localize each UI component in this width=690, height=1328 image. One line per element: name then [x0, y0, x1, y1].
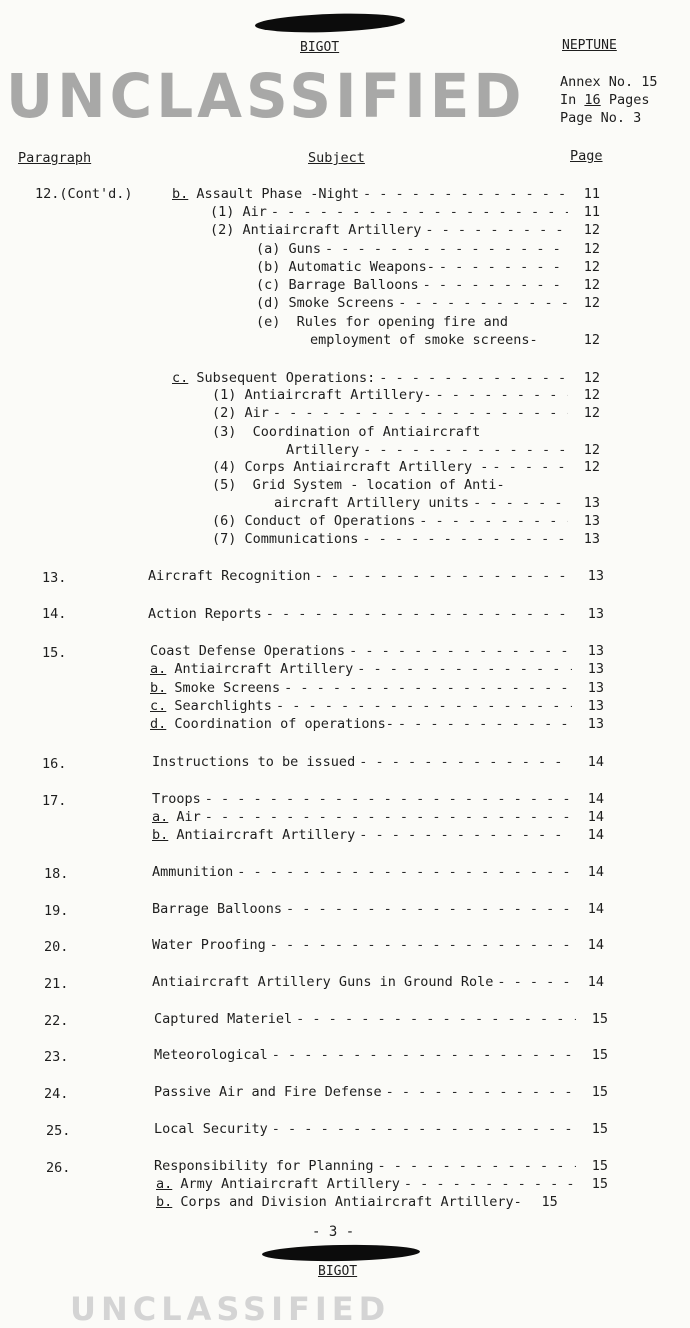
entry-title: Antiaircraft Artillery- — [244, 387, 432, 403]
toc-entry-line1 — [212, 424, 480, 440]
toc-entry — [154, 1158, 608, 1174]
entry-page: 12 — [583, 259, 600, 275]
entry-title: Grid System - location of Anti- — [252, 477, 505, 493]
toc-entry — [212, 387, 600, 403]
column-page: Page — [570, 148, 603, 164]
entry-title: Instructions to be issued — [152, 754, 356, 770]
entry-title: Searchlights — [174, 698, 272, 714]
entry-label: (2) — [212, 405, 237, 421]
entry-title: Corps Antiaircraft Artillery - — [244, 459, 489, 475]
entry-title: Water Proofing — [152, 937, 266, 953]
toc-entry — [212, 459, 600, 475]
toc-entry — [154, 1011, 608, 1027]
leader-dots — [359, 754, 572, 770]
entry-title: Guns — [288, 241, 322, 257]
entry-title: Ammunition — [152, 864, 234, 880]
leader-dots — [205, 791, 572, 807]
entry-title-cont: Artillery — [286, 442, 360, 458]
leader-dots — [386, 1084, 576, 1100]
paragraph-number: 25. — [46, 1123, 71, 1139]
toc-entry — [150, 698, 604, 714]
pages-prefix: In — [560, 92, 577, 108]
entry-title: Air — [244, 405, 269, 421]
entry-page: 13 — [583, 495, 600, 511]
entry-label: (d) — [256, 295, 281, 311]
entry-letter: b. — [152, 827, 169, 843]
entry-title: Captured Materiel — [154, 1011, 293, 1027]
toc-entry — [156, 1176, 608, 1192]
toc-entry — [150, 716, 604, 732]
entry-letter: a. — [150, 661, 167, 677]
leader-dots — [205, 809, 572, 825]
entry-label: (1) — [210, 204, 235, 220]
entry-label: (1) — [212, 387, 237, 403]
entry-title: Smoke Screens — [288, 295, 395, 311]
entry-page: 15 — [591, 1121, 608, 1137]
entry-title: Coordination of operations- — [174, 716, 394, 732]
toc-entry — [148, 606, 604, 622]
entry-page: 12 — [583, 442, 600, 458]
header-bigot: BIGOT — [300, 40, 340, 55]
toc-entry — [152, 901, 604, 917]
toc-entry — [150, 643, 604, 659]
toc-entry — [156, 1194, 608, 1210]
entry-title-cont: employment of smoke screens- — [310, 332, 538, 348]
toc-entry — [210, 222, 600, 238]
entry-title: Corps and Division Antiaircraft Artillery- — [180, 1194, 522, 1210]
page-number-header: Page No. 3 — [560, 110, 642, 126]
paragraph-number: 26. — [46, 1160, 71, 1176]
entry-page: 15 — [541, 1194, 558, 1210]
entry-page: 12 — [583, 295, 600, 311]
entry-title: Aircraft Recognition — [148, 568, 311, 584]
entry-title: Antiaircraft Artillery — [176, 827, 356, 843]
toc-entry — [212, 531, 600, 547]
entry-page: 13 — [587, 680, 604, 696]
entry-letter: c. — [150, 698, 167, 714]
leader-dots — [404, 1176, 576, 1192]
leader-dots — [398, 716, 572, 732]
paragraph-number: 18. — [44, 866, 69, 882]
entry-label: (2) — [210, 222, 235, 238]
entry-label: (5) — [212, 477, 237, 493]
leader-dots — [276, 698, 572, 714]
toc-entry — [212, 405, 600, 421]
leader-dots — [379, 370, 568, 386]
paragraph-number: 19. — [44, 903, 69, 919]
entry-title: Meteorological — [154, 1047, 268, 1063]
toc-entry — [256, 295, 600, 311]
entry-letter: d. — [150, 716, 167, 732]
entry-page: 12 — [583, 370, 600, 386]
entry-page: 12 — [583, 222, 600, 238]
leader-dots — [425, 222, 568, 238]
paragraph-number: 21. — [44, 976, 69, 992]
paragraph-number: 22. — [44, 1013, 69, 1029]
entry-title: Air — [242, 204, 267, 220]
unclassified-stamp: UNCLASSIFIED — [6, 60, 526, 132]
leader-dots — [237, 864, 572, 880]
entry-label: (e) — [256, 314, 281, 330]
paragraph-number: 24. — [44, 1086, 69, 1102]
leader-dots — [325, 241, 568, 257]
entry-page: 11 — [583, 204, 600, 220]
pages-count — [560, 92, 649, 108]
pages-number: 16 — [584, 92, 601, 108]
entry-title: Barrage Balloons — [288, 277, 419, 293]
leader-dots — [359, 827, 572, 843]
leader-dots — [439, 259, 568, 275]
entry-label: (a) — [256, 241, 281, 257]
entry-title: Assault Phase -Night — [196, 186, 359, 202]
entry-page: 15 — [591, 1158, 608, 1174]
leader-dots — [377, 1158, 576, 1174]
entry-label: (6) — [212, 513, 237, 529]
unclassified-stamp-faint: UNCLASSIFIED — [70, 1290, 391, 1328]
header-neptune: NEPTUNE — [562, 38, 617, 53]
entry-label: (7) — [212, 531, 237, 547]
toc-entry — [152, 754, 604, 770]
entry-page: 13 — [583, 513, 600, 529]
entry-page: 15 — [591, 1047, 608, 1063]
leader-dots — [272, 1047, 576, 1063]
entry-title: Antiaircraft Artillery — [242, 222, 422, 238]
entry-title-cont: aircraft Artillery units — [274, 495, 470, 511]
leader-dots — [363, 186, 568, 202]
entry-letter: a. — [156, 1176, 173, 1192]
entry-title: Rules for opening fire and — [296, 314, 508, 330]
toc-entry — [310, 332, 600, 348]
entry-page: 15 — [591, 1011, 608, 1027]
paragraph-number: 20. — [44, 939, 69, 955]
entry-page: 11 — [583, 186, 600, 202]
entry-letter: c. — [172, 370, 189, 386]
leader-dots — [315, 568, 572, 584]
toc-entry — [256, 241, 600, 257]
paragraph-number: 14. — [42, 606, 67, 622]
toc-entry — [154, 1084, 608, 1100]
leader-dots — [363, 442, 568, 458]
paragraph-number: 23. — [44, 1049, 69, 1065]
entry-title: Local Security — [154, 1121, 268, 1137]
leader-dots — [357, 661, 572, 677]
toc-entry — [256, 259, 600, 275]
entry-page: 13 — [587, 661, 604, 677]
entry-title: Conduct of Operations — [244, 513, 416, 529]
entry-page: 15 — [591, 1176, 608, 1192]
leader-dots — [398, 295, 568, 311]
entry-title: Army Antiaircraft Artillery — [180, 1176, 400, 1192]
page-marker: - 3 - — [312, 1224, 355, 1240]
leader-dots — [271, 204, 568, 220]
entry-title: Antiaircraft Artillery Guns in Ground Role — [152, 974, 494, 990]
entry-page: 13 — [587, 643, 604, 659]
entry-title: Troops — [152, 791, 201, 807]
entry-page: 14 — [587, 937, 604, 953]
entry-title: Smoke Screens — [174, 680, 281, 696]
footer-bigot: BIGOT — [318, 1264, 358, 1279]
leader-dots — [272, 1121, 576, 1137]
toc-entry — [274, 495, 600, 511]
entry-letter: b. — [150, 680, 167, 696]
annex-number: Annex No. 15 — [560, 74, 658, 90]
entry-letter: b. — [156, 1194, 173, 1210]
toc-entry — [172, 370, 600, 386]
entry-page: 13 — [587, 716, 604, 732]
entry-title: Subsequent Operations: — [196, 370, 376, 386]
entry-label: (3) — [212, 424, 237, 440]
toc-entry — [152, 864, 604, 880]
toc-entry — [152, 937, 604, 953]
entry-page: 13 — [583, 531, 600, 547]
entry-page: 13 — [587, 568, 604, 584]
entry-page: 14 — [587, 791, 604, 807]
toc-entry — [256, 277, 600, 293]
entry-page: 12 — [583, 241, 600, 257]
entry-page: 13 — [587, 606, 604, 622]
leader-dots — [362, 531, 568, 547]
leader-dots — [423, 277, 568, 293]
toc-entry — [152, 827, 604, 843]
entry-label: (4) — [212, 459, 237, 475]
entry-page: 14 — [587, 864, 604, 880]
entry-page: 12 — [583, 277, 600, 293]
column-subject: Subject — [308, 150, 365, 166]
redaction-bar-top — [255, 11, 406, 34]
entry-page: 12 — [583, 459, 600, 475]
toc-entry — [150, 661, 604, 677]
entry-page: 13 — [587, 698, 604, 714]
entry-letter: a. — [152, 809, 169, 825]
toc-entry — [154, 1121, 608, 1137]
entry-page: 14 — [587, 827, 604, 843]
entry-page: 14 — [587, 809, 604, 825]
entry-title: Antiaircraft Artillery — [174, 661, 354, 677]
paragraph-number: 12.(Cont'd.) — [35, 186, 133, 202]
paragraph-number: 17. — [42, 793, 67, 809]
entry-title: Air — [176, 809, 201, 825]
toc-entry — [154, 1047, 608, 1063]
paragraph-number: 16. — [42, 756, 67, 772]
leader-dots — [497, 974, 572, 990]
toc-entry — [212, 513, 600, 529]
toc-entry — [210, 204, 600, 220]
pages-suffix: Pages — [608, 92, 650, 108]
toc-entry — [148, 568, 604, 584]
entry-title: Coast Defense Operations — [150, 643, 346, 659]
leader-dots — [435, 387, 568, 403]
leader-dots — [284, 680, 572, 696]
leader-dots — [266, 606, 572, 622]
toc-entry-line1 — [212, 477, 505, 493]
entry-page: 14 — [587, 901, 604, 917]
entry-title: Communications — [244, 531, 359, 547]
toc-entry — [172, 186, 600, 202]
entry-title: Responsibility for Planning — [154, 1158, 374, 1174]
toc-entry — [150, 680, 604, 696]
redaction-bar-bottom — [262, 1244, 420, 1263]
leader-dots — [473, 495, 568, 511]
leader-dots — [296, 1011, 576, 1027]
entry-label: (c) — [256, 277, 281, 293]
paragraph-number: 15. — [42, 645, 67, 661]
entry-title: Barrage Balloons — [152, 901, 283, 917]
toc-entry — [152, 974, 604, 990]
entry-page: 12 — [583, 405, 600, 421]
entry-page: 12 — [583, 332, 600, 348]
toc-entry — [286, 442, 600, 458]
entry-title: Coordination of Antiaircraft — [252, 424, 481, 440]
toc-entry-line1 — [256, 314, 508, 330]
toc-entry — [152, 809, 604, 825]
entry-title: Passive Air and Fire Defense — [154, 1084, 382, 1100]
toc-entry — [152, 791, 604, 807]
leader-dots — [492, 459, 568, 475]
paragraph-number: 13. — [42, 570, 67, 586]
entry-title: Action Reports — [148, 606, 262, 622]
entry-label: (b) — [256, 259, 281, 275]
leader-dots — [419, 513, 568, 529]
leader-dots — [349, 643, 572, 659]
column-paragraph: Paragraph — [18, 150, 92, 166]
entry-page: 14 — [587, 974, 604, 990]
entry-page: 15 — [591, 1084, 608, 1100]
entry-page: 12 — [583, 387, 600, 403]
leader-dots — [273, 405, 568, 421]
leader-dots — [270, 937, 572, 953]
entry-title: Automatic Weapons- — [288, 259, 435, 275]
leader-dots — [286, 901, 572, 917]
entry-letter: b. — [172, 186, 189, 202]
entry-page: 14 — [587, 754, 604, 770]
